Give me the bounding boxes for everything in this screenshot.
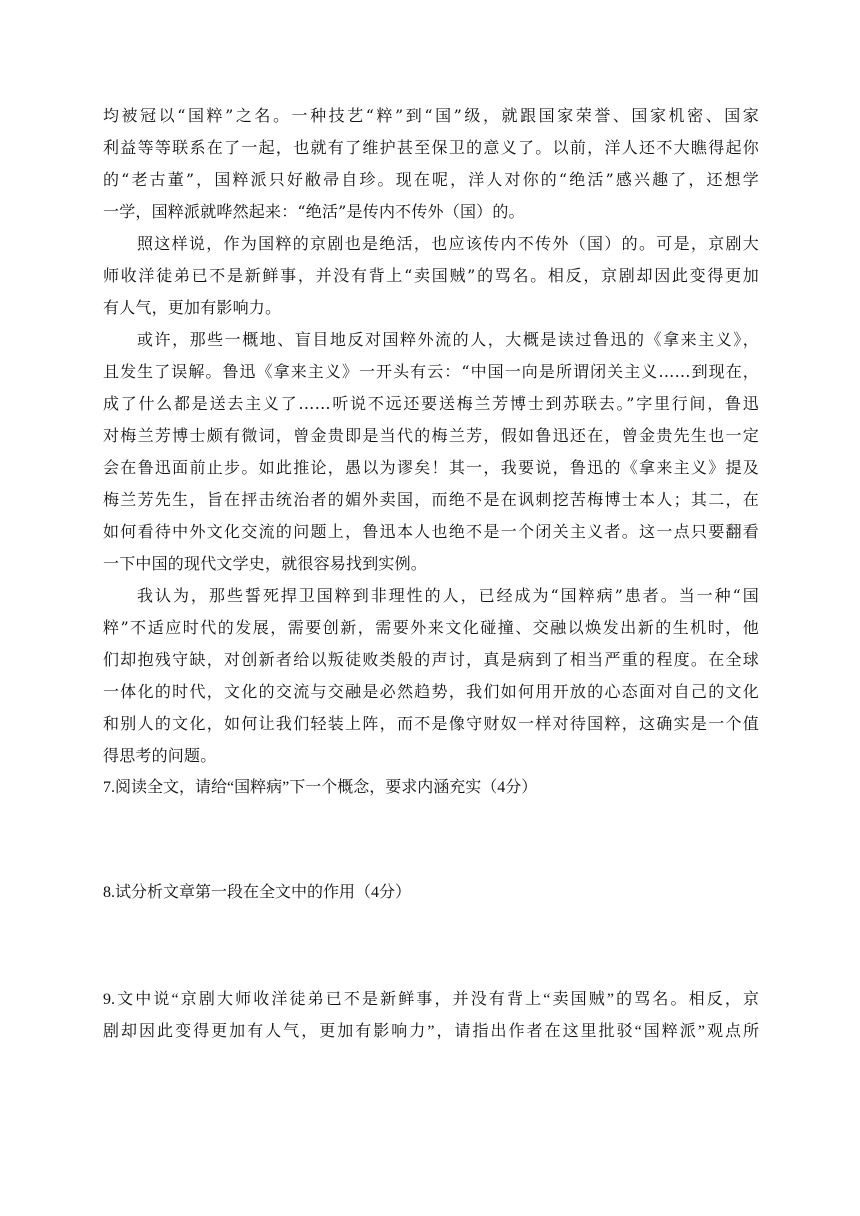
text-line: 或许，那些一概地、盲目地反对国粹外流的人，大概是读过鲁迅的《拿来主义》， — [137, 330, 759, 349]
text-line: 梅兰芳先生，旨在抨击统治者的媚外卖国，而绝不是在讽刺挖苦梅博士本人；其二，在 — [103, 490, 759, 509]
text-line: 和别人的文化，如何让我们轻装上阵，而不是像守财奴一样对待国粹，这确实是一个值 — [103, 714, 759, 733]
text-line: 粹”不适应时代的发展，需要创新，需要外来文化碰撞、交融以焕发出新的生机时，他 — [103, 618, 759, 637]
question-9-line-1: 9.文中说“京剧大师收洋徒弟已不是新鲜事，并没有背上“卖国贼”的骂名。相反，京 — [103, 991, 759, 1008]
answer-space — [103, 804, 759, 877]
paragraph-1 — [103, 100, 759, 228]
text-line: 我认为，那些誓死捍卫国粹到非理性的人，已经成为“国粹病”患者。当一种“国 — [137, 586, 759, 605]
paragraph-4 — [103, 580, 759, 772]
text-line: 们却抱残守缺，对创新者给以叛徒败类般的声讨，真是病到了相当严重的程度。在全球 — [103, 650, 759, 669]
text-line: 照这样说，作为国粹的京剧也是绝活，也应该传内不传外（国）的。可是，京剧大 — [137, 234, 759, 253]
text-line: 对梅兰芳博士颇有微词，曾金贵即是当代的梅兰芳，假如鲁迅还在，曾金贵先生也一定 — [103, 426, 759, 445]
paragraph-2 — [103, 228, 759, 324]
answer-space — [103, 909, 759, 984]
paragraph-3 — [103, 324, 759, 580]
text-line: 且发生了误解。鲁迅《拿来主义》一开头有云：“中国一向是所谓闭关主义……到现在， — [103, 362, 759, 381]
text-line: 成了什么都是送去主义了……听说不远还要送梅兰芳博士到苏联去。”字里行间，鲁迅 — [103, 394, 759, 413]
question-8: 8.试分析文章第一段在全文中的作用（4分） — [103, 884, 412, 901]
question-7: 7.阅读全文，请给“国粹病”下一个概念，要求内涵充实（4分） — [103, 779, 538, 796]
document-page — [103, 100, 759, 1048]
text-line: 如何看待中外文化交流的问题上，鲁迅本人也绝不是一个闭关主义者。这一点只要翻看 — [103, 522, 759, 541]
text-line: 得思考的问题。 — [103, 746, 217, 765]
text-line: 利益等等联系在了一起，也就有了维护甚至保卫的意义了。以前，洋人还不大瞧得起你 — [103, 138, 759, 157]
text-line: 有人气，更加有影响力。 — [103, 298, 282, 317]
text-line: 均被冠以“国粹”之名。一种技艺“粹”到“国”级，就跟国家荣誉、国家机密、国家 — [103, 106, 759, 125]
question-9-line-2: 剧却因此变得更加有人气，更加有影响力”，请指出作者在这里批驳“国粹派”观点所 — [103, 1023, 759, 1040]
text-line: 的“老古董”，国粹派只好敝帚自珍。现在呢，洋人对你的“绝活”感兴趣了，还想学 — [103, 170, 759, 189]
text-line: 一体化的时代，文化的交流与交融是必然趋势，我们如何用开放的心态面对自己的文化 — [103, 682, 759, 701]
text-line: 一学，国粹派就哗然起来：“绝活”是传内不传外（国）的。 — [103, 202, 525, 221]
text-line: 师收洋徒弟已不是新鲜事，并没有背上“卖国贼”的骂名。相反，京剧却因此变得更加 — [103, 266, 759, 285]
text-line: 会在鲁迅面前止步。如此推论，愚以为谬矣！其一，我要说，鲁迅的《拿来主义》提及 — [103, 458, 759, 477]
text-line: 一下中国的现代文学史，就很容易找到实例。 — [103, 554, 428, 573]
